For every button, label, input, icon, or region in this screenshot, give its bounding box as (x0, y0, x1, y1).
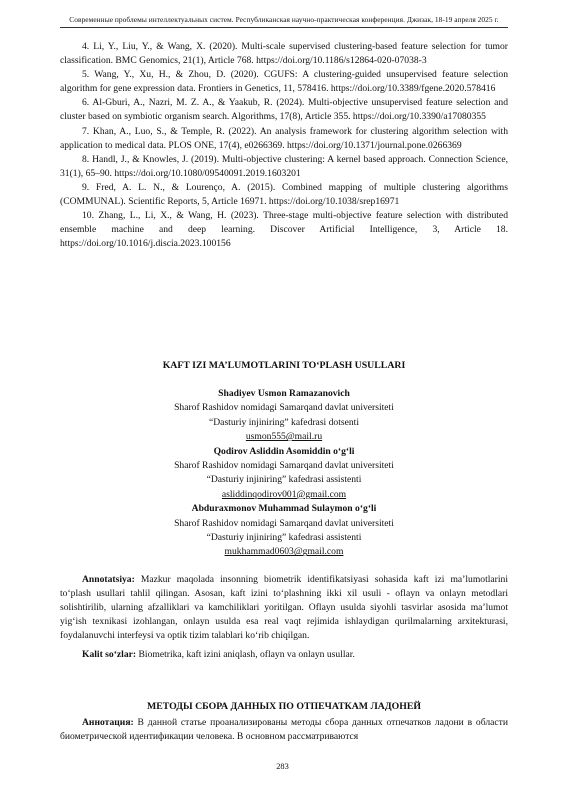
author-position: “Dasturiy injiniring” kafedrasi dotsenti (209, 416, 359, 428)
author-affiliation: Sharof Rashidov nomidagi Samarqand davlat universiteti (174, 460, 394, 472)
russian-abstract-section (60, 716, 508, 744)
reference-list (60, 40, 508, 251)
keywords-label: Kalit so‘zlar: (82, 649, 137, 661)
russian-abstract-label: Аннотация: (82, 717, 134, 728)
author-name: Abduraxmonov Muhammad Sulaymon o‘g‘li (191, 503, 377, 515)
reference-item: 7. Khan, A., Luo, S., & Temple, R. (2022). An analysis framework for clustering algorithm selection with application to medical data. PLOS ONE, 17(4), e0266369. https://doi.org/10.1371/journal.pone.0266369 (60, 125, 508, 151)
author-email-link[interactable]: usmon555@mail.ru (245, 431, 323, 443)
reference-item: 9. Fred, A. L. N., & Lourenço, A. (2015). Combined mapping of multiple clustering algorithms (COMMUNAL). Scientific Reports, 5, Article 16971. https://doi.org/10.1038/srep16971 (60, 181, 508, 208)
keywords-text: Biometrika, kaft izini aniqlash, oflayn va onlayn usullar. (138, 649, 355, 661)
reference-item: 6. Al-Gburi, A., Nazri, M. Z. A., & Yaakub, R. (2024). Multi-objective unsupervised feature selection and cluster based on symbiotic organism search. Algorithms, 17(8), Article 355. https://doi.org/10.3390/a17080355 (60, 97, 508, 123)
russian-title: МЕТОДЫ СБОРА ДАННЫХ ПО ОТПЕЧАТКАМ ЛАДОНЕЙ (146, 701, 421, 712)
author-affiliation: Sharof Rashidov nomidagi Samarqand davlat universiteti (174, 517, 394, 529)
author-name: Shadiyev Usmon Ramazanovich (218, 388, 350, 399)
abstract-section (60, 573, 508, 663)
keywords-paragraph (60, 648, 508, 662)
author-position: “Dasturiy injiniring” kafedrasi assistenti (206, 532, 362, 544)
abstract-text: Mazkur maqolada insonning biometrik identifikatsiyasi sohasida kaft izi ma’lumotlarini to‘plash usullari tahlil qilingan. Asosan, kaft izini to‘plashning ikki xil usuli - oflayn va onlayn metodlari solishtirilib, ularning afzalliklari va kamchiliklari yoritilgan. Oflayn usulda siyohli tasvirlar asosida ma’lumot yig‘ish texnikasi izohlangan, onlayn usulda esa real vaqt rejimida ishlaydigan qurilmalarning arxitekturasi, foydalanuvchi interfeysi va optik tizim talablari ko‘rib chiqilgan. (60, 574, 508, 642)
russian-abstract-text: В данной статье проанализированы методы сбора данных отпечатков ладони в области биометрической идентификации человека. В основном рассматриваются (60, 717, 509, 743)
reference-item: 5. Wang, Y., Xu, H., & Zhou, D. (2020). CGUFS: A clustering-guided unsupervised feature selection algorithm for gene expression data. Frontiers in Genetics, 11, 578416. https://doi.org/10.3389/fgene.2020.578416 (60, 69, 508, 95)
running-head: Современные проблемы интеллектуальных систем. Республиканская научно-практическая конференция. Джизак, 18-19 апреля 2025 г. (60, 15, 508, 28)
reference-item: 10. Zhang, L., Li, X., & Wang, H. (2023). Three-stage multi-objective feature selection with distributed ensemble machine and deep learning. Discover Artificial Intelligence, 3, Article 18. https://doi.org/10.1016/j.discia.2023.100156 (60, 210, 508, 250)
author-email-link[interactable]: asliddinqodirov001@gmail.com (221, 488, 347, 500)
author-block (60, 387, 508, 560)
author-affiliation: Sharof Rashidov nomidagi Samarqand davlat universiteti (174, 402, 394, 414)
russian-abstract-paragraph (60, 716, 508, 744)
abstract-label: Annotatsiya: (82, 574, 135, 585)
abstract-paragraph (60, 573, 508, 643)
page-number: 283 (276, 762, 289, 771)
article-title: KAFT IZI MA’LUMOTLARINI TO‘PLASH USULLARI (162, 360, 406, 371)
author-position: “Dasturiy injiniring” kafedrasi assistenti (206, 474, 362, 486)
author-name: Qodirov Asliddin Asomiddin o‘g‘li (213, 445, 355, 457)
reference-item: 8. Handl, J., & Knowles, J. (2019). Multi-objective clustering: A kernel based approach. Connection Science, 31(1), 65–90. https://doi.org/10.1080/09540091.2019.1603201 (60, 153, 508, 179)
reference-item: 4. Li, Y., Liu, Y., & Wang, X. (2020). Multi-scale supervised clustering-based feature selection for tumor classification. BMC Genomics, 21(1), Article 768. https://doi.org/10.1186/s12864-020-07038-3 (60, 41, 508, 67)
author-email-link[interactable]: mukhammad0603@gmail.com (224, 546, 344, 558)
